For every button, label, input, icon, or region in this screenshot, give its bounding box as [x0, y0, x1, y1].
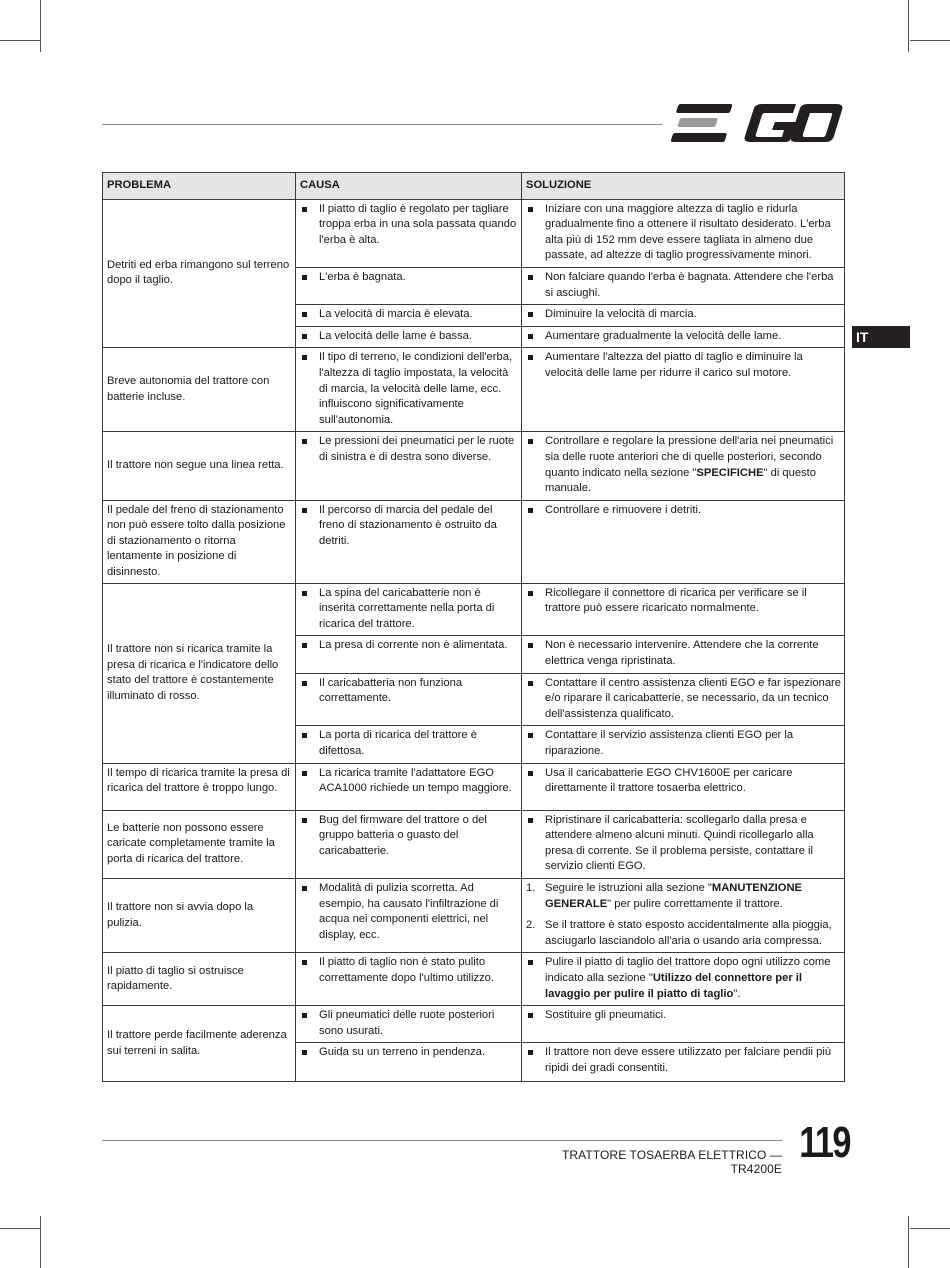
solution-cell: [522, 348, 845, 432]
table-row: [103, 348, 845, 432]
bullet-square-icon: [302, 591, 307, 596]
crop-mark: [908, 0, 909, 52]
cause-cell: [296, 1006, 522, 1043]
table-row: [103, 810, 845, 878]
step-number: 1.: [526, 881, 536, 894]
bullet-square-icon: [302, 1013, 307, 1018]
header-rule: [102, 124, 662, 125]
solution-cell: [522, 1006, 845, 1043]
cause-text: La porta di ricarica del trattore è difettosa.: [319, 729, 477, 757]
cause-text: La velocità di marcia è elevata.: [319, 308, 473, 321]
solution-cell: [522, 305, 845, 327]
solution-text: Non falciare quando l'erba è bagnata. Attendere che l'erba si asciughi.: [545, 270, 834, 299]
problem-cell: Le batterie non possono essere caricate completamente tramite la porta di ricarica del trattore.: [103, 810, 296, 878]
table-row: [103, 583, 845, 636]
language-tab: IT: [852, 326, 910, 348]
solution-cell: [522, 1043, 845, 1082]
ego-logo: [672, 100, 844, 146]
bullet-square-icon: [302, 733, 307, 738]
solution-text: Non è necessario intervenire. Attendere che la corrente elettrica venga ripristinata.: [545, 639, 819, 668]
bullet-square-icon: [528, 1013, 533, 1018]
cause-cell: [296, 305, 522, 327]
bullet-square-icon: [528, 681, 533, 686]
solution-cell: [522, 726, 845, 763]
troubleshooting-table: [102, 172, 845, 1082]
bullet-square-icon: [302, 643, 307, 648]
bullet-square-icon: [528, 355, 533, 360]
header-problem: PROBLEMA: [103, 173, 296, 200]
solution-cell: [522, 432, 845, 500]
problem-cell: Il trattore perde facilmente aderenza sui terreni in salita.: [103, 1006, 296, 1082]
solution-cell: [522, 953, 845, 1006]
cause-cell: [296, 878, 522, 952]
table-row: [103, 199, 845, 267]
solution-text: Ripristinare il caricabatteria: scollegarlo dalla presa e attendere almeno alcuni minuti. Quindi ricollegarlo alla presa di corrente. Se il problema persiste, contattare il servizio clienti EGO.: [545, 813, 814, 873]
bullet-square-icon: [528, 643, 533, 648]
problem-cell: Breve autonomia del trattore con batterie incluse.: [103, 348, 296, 432]
solution-cell: [522, 267, 845, 304]
cause-text: Il piatto di taglio non è stato pulito correttamente dopo l'ultimo utilizzo.: [319, 956, 495, 984]
bullet-square-icon: [528, 312, 533, 317]
cause-text: La velocità delle lame è bassa.: [319, 329, 472, 342]
bullet-square-icon: [528, 960, 533, 965]
solution-cell: [522, 636, 845, 673]
bullet-square-icon: [528, 439, 533, 444]
bullet-square-icon: [528, 207, 533, 212]
footer-title: TRATTORE TOSAERBA ELETTRICO — TR4200E: [561, 1148, 782, 1176]
bullet-square-icon: [302, 312, 307, 317]
step-text: Seguire le istruzioni alla sezione ": [545, 881, 712, 894]
solution-text: Sostituire gli pneumatici.: [545, 1009, 667, 1022]
cause-cell: [296, 763, 522, 810]
cause-text: Il percorso di marcia del pedale del freno di stazionamento è ostruito da detriti.: [319, 503, 497, 547]
table-row: [103, 1006, 845, 1043]
problem-cell: Il trattore non si avvia dopo la pulizia.: [103, 878, 296, 952]
bullet-square-icon: [302, 439, 307, 444]
cause-text: Il tipo di terreno, le condizioni dell'erba, l'altezza di taglio impostata, la velocità di marcia, la velocità delle lame, ecc. influiscono significativamente sull'autonomia.: [319, 351, 513, 426]
step-bold-text: MANUTENZIONE GENERALE: [545, 881, 803, 910]
step-number: 2.: [526, 919, 536, 932]
bullet-square-icon: [528, 591, 533, 596]
solution-text: Usa il caricabatterie EGO CHV1600E per caricare direttamente il trattore tosaerba elettrico.: [545, 766, 793, 795]
crop-mark: [0, 1228, 40, 1229]
solution-text: Ricollegare il connettore di ricarica per verificare se il trattore può essere ricaricato normalmente.: [545, 586, 807, 615]
cause-text: Modalità di pulizia scorretta. Ad esempio, ha causato l'infiltrazione di acqua nei componenti elettrici, nel display, ecc.: [319, 881, 499, 941]
page-number: 119: [799, 1118, 850, 1167]
crop-mark: [908, 1216, 909, 1268]
cause-text: Gli pneumatici delle ruote posteriori sono usurati.: [319, 1009, 495, 1037]
solution-bold-text: SPECIFICHE: [696, 466, 764, 479]
cause-text: Il caricabatteria non funziona correttamente.: [319, 676, 463, 705]
table-row: [103, 878, 845, 952]
solution-text: Iniziare con una maggiore altezza di taglio e ridurla gradualmente fino a ottenere il risultato desiderato. L'erba alta più di 152 mm deve essere tagliata in almeno due passate, ad altezze di taglio progressivamente minori.: [545, 202, 831, 262]
bullet-square-icon: [302, 508, 307, 513]
bullet-square-icon: [302, 818, 307, 823]
cause-text: La presa di corrente non è alimentata.: [319, 639, 508, 652]
cause-text: La ricarica tramite l'adattatore EGO ACA1000 richiede un tempo maggiore.: [319, 766, 512, 795]
bullet-square-icon: [302, 1050, 307, 1055]
header-cause: CAUSA: [296, 173, 522, 200]
solution-text: Contattare il centro assistenza clienti EGO e far ispezionare e/o riparare il caricabatterie, se necessario, da un tecnico dell'assistenza qualificato.: [545, 676, 841, 720]
problem-cell: Il trattore non segue una linea retta.: [103, 432, 296, 500]
solution-text: Aumentare l'altezza del piatto di taglio e diminuire la velocità delle lame per ridurre il carico sul motore.: [545, 351, 803, 379]
solution-bold-text: Utilizzo del connettore per il lavaggio per pulire il piatto di taglio: [545, 971, 803, 1000]
cause-cell: [296, 326, 522, 348]
problem-cell: Il tempo di ricarica tramite la presa di ricarica del trattore è troppo lungo.: [103, 763, 296, 810]
bullet-square-icon: [302, 207, 307, 212]
solution-cell: [522, 199, 845, 267]
step-text: " per pulire correttamente il trattore.: [607, 897, 783, 910]
bullet-square-icon: [302, 275, 307, 280]
solution-text: Aumentare gradualmente la velocità delle lame.: [545, 329, 782, 342]
footer-rule: [102, 1140, 782, 1141]
table-row: [103, 953, 845, 1006]
crop-mark: [0, 40, 40, 41]
cause-cell: [296, 673, 522, 726]
solution-cell: [522, 583, 845, 636]
bullet-square-icon: [528, 334, 533, 339]
solution-text: Diminuire la velocità di marcia.: [545, 308, 697, 321]
cause-cell: [296, 810, 522, 878]
solution-text: ".: [733, 987, 741, 1000]
logo-text: EGO: [670, 100, 673, 101]
solution-text: Il trattore non deve essere utilizzato per falciare pendii più ripidi dei gradi consentiti.: [545, 1046, 832, 1074]
bullet-square-icon: [302, 355, 307, 360]
cause-cell: [296, 348, 522, 432]
crop-mark: [40, 1216, 41, 1268]
cause-cell: [296, 432, 522, 500]
cause-cell: [296, 953, 522, 1006]
header-solution: SOLUZIONE: [522, 173, 845, 200]
bullet-square-icon: [302, 886, 307, 891]
cause-text: Guida su un terreno in pendenza.: [319, 1046, 486, 1059]
bullet-square-icon: [302, 334, 307, 339]
solution-cell: [522, 673, 845, 726]
cause-text: Le pressioni dei pneumatici per le ruote di sinistra e di destra sono diverse.: [319, 435, 515, 463]
cause-cell: [296, 267, 522, 304]
solution-cell: [522, 326, 845, 348]
problem-cell: Il pedale del freno di stazionamento non può essere tolto dalla posizione di stazionamento o ritorna lentamente in posizione di disinnesto.: [103, 500, 296, 583]
cause-text: Il piatto di taglio è regolato per tagliare troppa erba in una sola passata quando l'erba è alta.: [319, 202, 517, 246]
table-header-row: [103, 173, 845, 200]
cause-cell: [296, 583, 522, 636]
cause-cell: [296, 500, 522, 583]
cause-cell: [296, 636, 522, 673]
cause-text: L'erba è bagnata.: [319, 270, 406, 283]
cause-text: La spina del caricabatterie non è inserita correttamente nella porta di ricarica del trattore.: [319, 586, 495, 630]
crop-mark: [910, 1228, 950, 1229]
crop-mark: [910, 40, 950, 41]
cause-cell: [296, 726, 522, 763]
solution-cell: [522, 878, 845, 952]
cause-text: Bug del firmware del trattore o del gruppo batteria o guasto del caricabatterie.: [319, 813, 487, 857]
solution-cell: [522, 500, 845, 583]
cause-cell: [296, 199, 522, 267]
bullet-square-icon: [528, 275, 533, 280]
solution-text: Controllare e regolare la pressione dell'aria nei pneumatici sia delle ruote anteriori che di quelle posteriori, secondo quanto indicato nella sezione ": [545, 435, 834, 479]
table-row: [103, 432, 845, 500]
problem-cell: Il piatto di taglio si ostruisce rapidamente.: [103, 953, 296, 1006]
problem-cell: Il trattore non si ricarica tramite la presa di ricarica e l'indicatore dello stato del trattore è costantemente illuminato di rosso.: [103, 583, 296, 763]
bullet-square-icon: [528, 771, 533, 776]
solution-text: Pulire il piatto di taglio del trattore dopo ogni utilizzo come indicato alla sezione ": [545, 956, 831, 984]
solution-text: Controllare e rimuovere i detriti.: [545, 503, 702, 516]
bullet-square-icon: [528, 818, 533, 823]
bullet-square-icon: [528, 508, 533, 513]
solution-cell: [522, 810, 845, 878]
crop-mark: [40, 0, 41, 52]
step-text: Se il trattore è stato esposto accidentalmente alla pioggia, asciugarlo lasciandolo all'aria o usando aria compressa.: [545, 919, 832, 947]
table-row: [103, 500, 845, 583]
problem-cell: Detriti ed erba rimangono sul terreno dopo il taglio.: [103, 199, 296, 348]
bullet-square-icon: [302, 960, 307, 965]
bullet-square-icon: [528, 733, 533, 738]
cause-cell: [296, 1043, 522, 1082]
table-row: [103, 763, 845, 810]
bullet-square-icon: [302, 771, 307, 776]
solution-text: Contattare il servizio assistenza clienti EGO per la riparazione.: [545, 729, 794, 757]
solution-cell: [522, 763, 845, 810]
bullet-square-icon: [528, 1050, 533, 1055]
solution-text: " di questo manuale.: [545, 466, 817, 495]
bullet-square-icon: [302, 681, 307, 686]
